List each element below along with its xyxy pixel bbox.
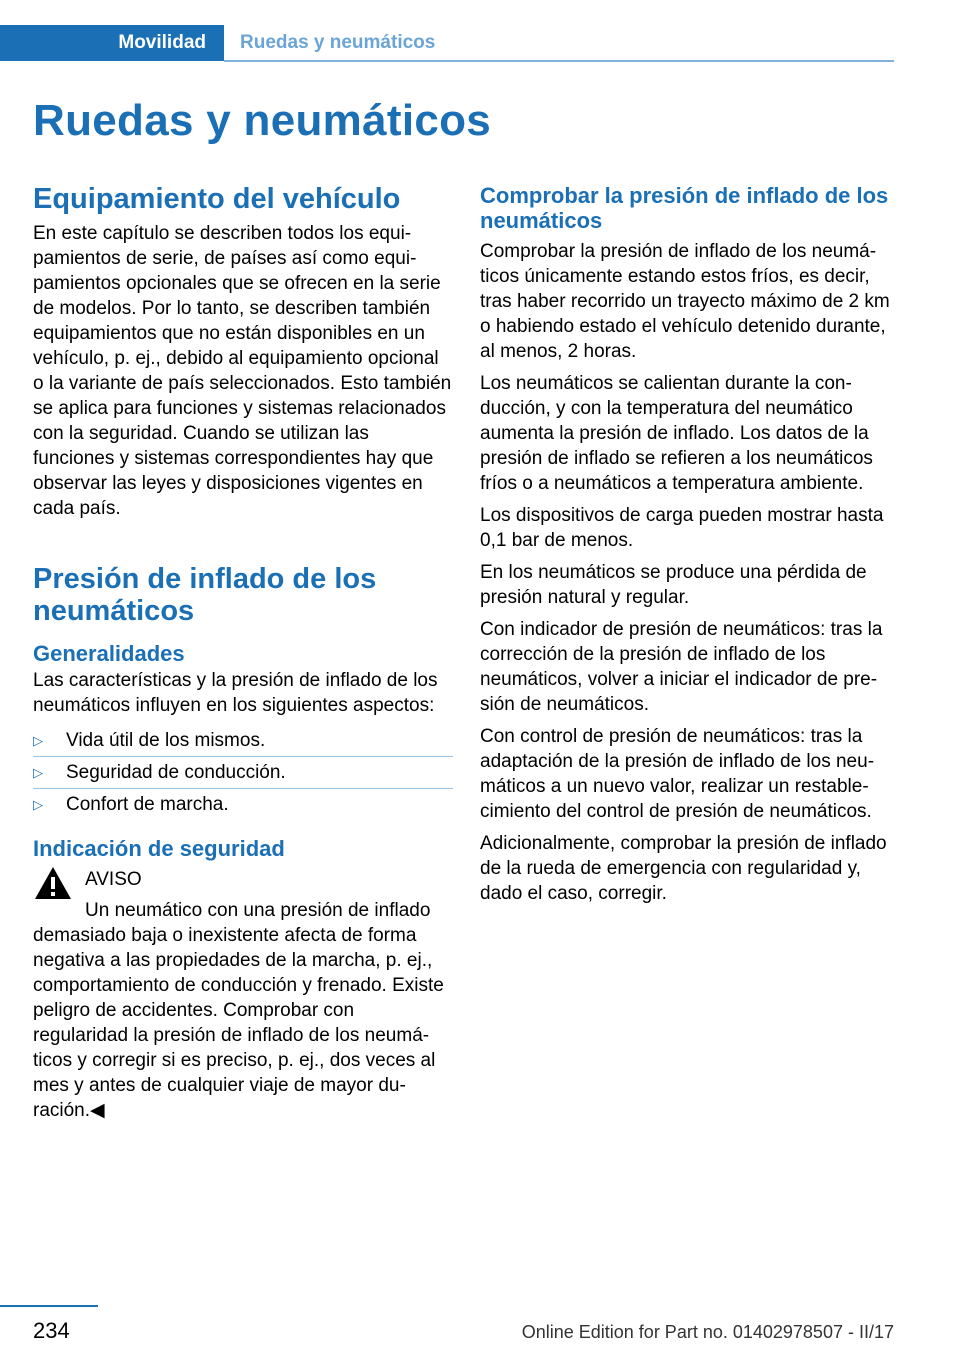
section-title-presion: Presión de inflado de los neumáticos [33, 563, 377, 627]
paragraph: En los neumáticos se produce una pérdida de presión natural y regular. [480, 562, 867, 608]
paragraph: Con control de presión de neumáticos: tras la adaptación de la presión de inflado de los neumáticos a un nuevo valor, realizar un restablecimiento del control de presión de neumáticos. [480, 726, 875, 822]
warning-label: AVISO [85, 869, 142, 890]
warning-box [33, 865, 453, 923]
edition-footer: Online Edition for Part no. 01402978507 - II/17 [521, 1322, 894, 1342]
page-title: Ruedas y neumáticos [33, 96, 492, 145]
list-item-text: Vida útil de los mismos. [66, 730, 266, 751]
warning-triangle-icon [33, 865, 73, 901]
page-number-divider [0, 1305, 98, 1307]
subtitle-generalidades: Generalidades [33, 641, 185, 666]
tab-movilidad [0, 25, 224, 61]
warning-first-line: Un neumático con una presión de inflado [85, 900, 431, 921]
warning-head-block [85, 865, 430, 923]
page-number: 234 [33, 1318, 70, 1343]
list-item [33, 788, 453, 820]
list-item [33, 756, 453, 788]
subtitle-comprobar-presion: Comprobar la presión de inflado de los neumáticos [480, 183, 889, 233]
tab-movilidad-label: Movilidad [118, 32, 206, 53]
paragraph: Los dispositivos de carga pueden mostrar hasta 0,1 bar de menos. [480, 505, 884, 551]
section-title-equipamiento: Equipamiento del vehículo [33, 183, 401, 215]
tab-ruedas-neumaticos [240, 25, 435, 61]
equipamiento-paragraph: En este capítulo se describen todos los equipamientos de serie, de países así como equipamientos opcionales que se ofrecen en la serie de modelos. Por lo tanto, se describen también equipamientos que no están disponibles en un vehículo, p. ej., debido al equipamiento opcional o la variante de país seleccionados. Esto también se aplica para funciones y sistemas relacionados con la seguridad. Cuando se utilizan las funciones y sistemas correspondientes hay que observar las leyes y disposiciones vigentes en cada país. [33, 223, 452, 519]
right-column [480, 183, 900, 913]
warning-body: demasiado baja o inexistente afecta de forma negativa a las propiedades de la marcha, p. ej., comportamiento de conducción y frenado. Existe peligro de accidentes. Comprobar con regularidad la presión de inflado de los neumáticos y corregir si es preciso, p. ej., dos veces al mes y antes de cualquier viaje de mayor duración.◀ [33, 925, 444, 1121]
subtitle-indicacion-seguridad: Indicación de seguridad [33, 836, 285, 861]
list-item-text: Confort de marcha. [66, 794, 229, 815]
tab-ruedas-label: Ruedas y neumáticos [240, 32, 436, 53]
triangle-right-icon: ▷ [33, 733, 43, 748]
generalidades-paragraph: Las características y la presión de inflado de los neumáticos influyen en los siguientes aspectos: [33, 670, 438, 716]
left-column [33, 183, 453, 1130]
paragraph: Comprobar la presión de inflado de los neumáticos únicamente estando estos fríos, es decir, tras haber recorrido un trayecto máximo de 2 km o habiendo estado el vehículo detenido durante, al menos, 2 horas. [480, 241, 890, 362]
header-divider [224, 60, 894, 62]
triangle-right-icon: ▷ [33, 765, 43, 780]
list-item [33, 725, 453, 756]
list-item-text: Seguridad de conducción. [66, 762, 286, 783]
paragraph: Adicionalmente, comprobar la presión de inflado de la rueda de emergencia con regularidad y, dado el caso, corregir. [480, 833, 887, 904]
paragraph: Con indicador de presión de neumáticos: tras la corrección de la presión de inflado de los neumáticos, volver a iniciar el indicador de presión de neumáticos. [480, 619, 883, 715]
aspects-list [33, 725, 453, 820]
paragraph: Los neumáticos se calientan durante la conducción, y con la temperatura del neumático aumenta la presión de inflado. Los datos de la presión de inflado se refieren a los neumáticos fríos o a neumáticos a temperatura ambiente. [480, 373, 873, 494]
triangle-right-icon: ▷ [33, 797, 43, 812]
